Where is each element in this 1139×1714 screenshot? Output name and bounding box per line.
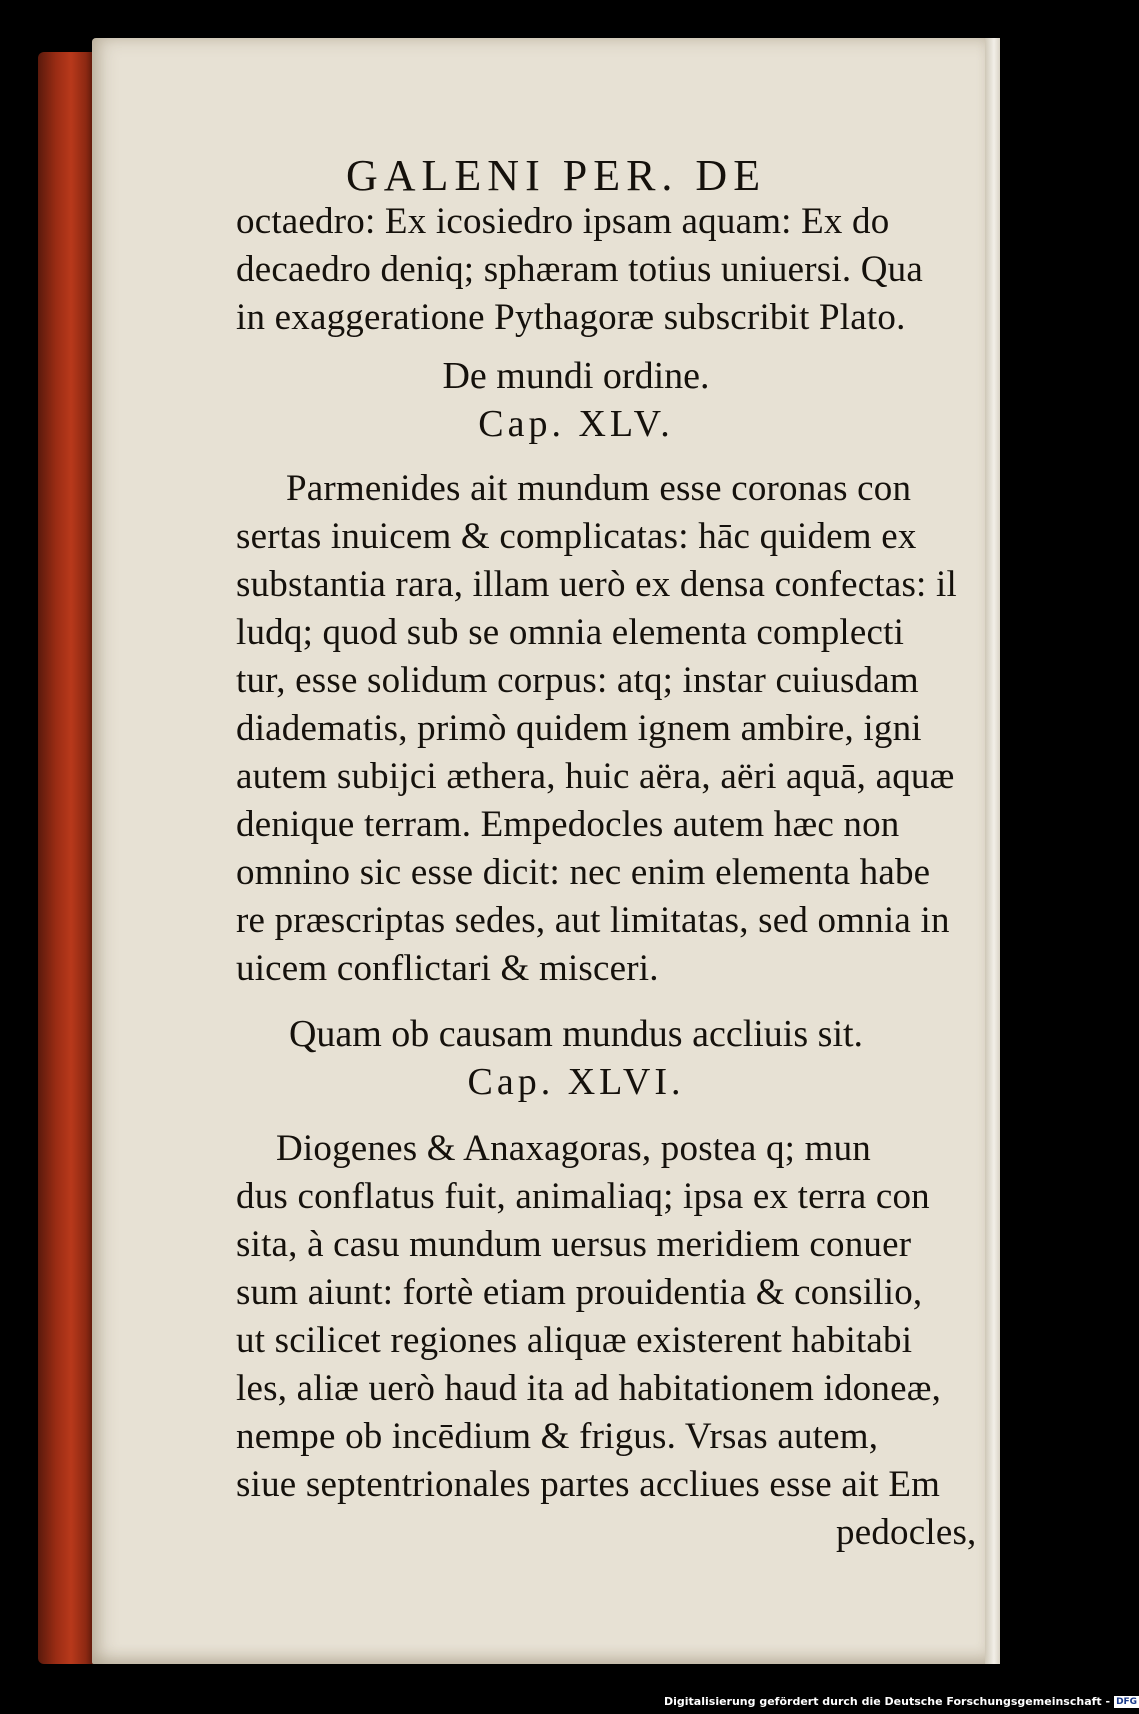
chapter-label: Cap. XLV.	[478, 403, 674, 445]
dfg-logo: DFG	[1116, 1697, 1138, 1707]
text-line: dus conflatus fuit, animaliaq; ipsa ex terra con	[236, 1176, 930, 1217]
text-line: autem subijci æthera, huic aëra, aëri aquā, aquæ	[236, 756, 955, 797]
text-line: ludq; quod sub se omnia elementa complecti	[236, 612, 905, 653]
text-line: re præscriptas sedes, aut limitatas, sed omnia in	[236, 900, 950, 941]
text-line: siue septentrionales partes accliues esse ait Em	[236, 1464, 941, 1505]
text-line: Diogenes & Anaxagoras, postea q; mun	[276, 1128, 871, 1169]
text-line: in exaggeratione Pythagoræ subscribit Plato.	[236, 297, 906, 338]
page-text	[236, 150, 988, 1553]
text-line: octaedro: Ex icosiedro ipsam aquam: Ex do	[236, 201, 890, 242]
text-line: omnino sic esse dicit: nec enim elementa habe	[236, 852, 931, 893]
text-line: Parmenides ait mundum esse coronas con	[286, 468, 912, 509]
text-line: uicem conflictari & misceri.	[236, 948, 659, 989]
text-line: diadematis, primò quidem ignem ambire, igni	[236, 708, 922, 749]
book-spine-edge	[38, 52, 98, 1664]
text-line: sita, à casu mundum uersus meridiem conuer	[236, 1224, 912, 1265]
text-line: denique terram. Empedocles autem hæc non	[236, 804, 900, 845]
section-title: Quam ob causam mundus accliuis sit.	[288, 1013, 864, 1055]
text-line: substantia rara, illam uerò ex densa confectas: il	[236, 564, 957, 605]
text-line: sertas inuicem & complicatas: hāc quidem ex	[236, 516, 917, 557]
chapter-label: Cap. XLVI.	[467, 1061, 685, 1103]
text-line: sum aiunt: fortè etiam prouidentia & consilio,	[236, 1272, 923, 1313]
text-line: decaedro deniq; sphæram totius uniuersi. Qua	[236, 249, 923, 290]
text-line: ut scilicet regiones aliquæ existerent habitabi	[236, 1320, 913, 1361]
text-line: nempe ob incēdium & frigus. Vrsas autem,	[236, 1416, 879, 1457]
footer-text: Digitalisierung gefördert durch die Deutsche Forschungsgemeinschaft -	[664, 1695, 1111, 1708]
section-title: De mundi ordine.	[442, 355, 710, 397]
text-line: les, aliæ uerò haud ita ad habitationem idoneæ,	[236, 1368, 942, 1409]
catchword: pedocles,	[836, 1512, 977, 1553]
running-header: GALENI PER. DE	[346, 151, 767, 200]
digitization-footer	[664, 1693, 1138, 1711]
text-line: tur, esse solidum corpus: atq; instar cuiusdam	[236, 660, 919, 701]
